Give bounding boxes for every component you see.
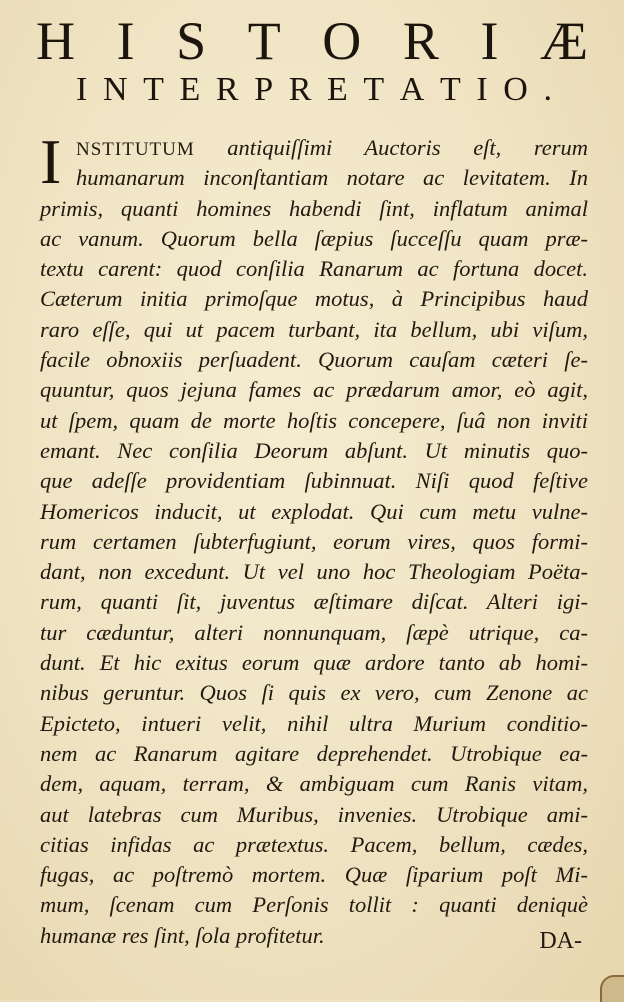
subtitle-letter: . <box>543 71 552 108</box>
text-line: emant. Nec conſilia Deorum abſunt. Ut minutis quo- <box>40 437 588 463</box>
text-line: Cæterum initia primoſque motus, à Principibus haud <box>40 286 588 312</box>
body-text <box>40 126 588 951</box>
title-letter: I <box>480 11 499 71</box>
subtitle-letter: A <box>399 71 425 108</box>
subtitle-letter: P <box>254 71 274 108</box>
title-letter: H <box>36 11 75 71</box>
text-line: nem ac Ranarum agitare deprehendet. Utrobique ea- <box>40 740 588 766</box>
text-line: rum certamen ſubterfugiunt, eorum vires, quos formi- <box>40 528 588 554</box>
title-letter: I <box>116 11 135 71</box>
text-line: Epicteto, intueri velit, nihil ultra Murium conditio- <box>40 710 588 736</box>
first-word: NSTITUTUM <box>76 139 195 160</box>
drop-cap: I <box>40 126 62 197</box>
subtitle-letter: I <box>76 71 88 108</box>
page-title <box>36 10 588 72</box>
catchword: DA- <box>539 928 582 954</box>
text-line: humanæ res ſint, ſola profitetur. <box>40 922 325 948</box>
title-letter: S <box>176 11 207 71</box>
page-subtitle <box>76 68 552 112</box>
first-line-rest: antiquiſſimi Auctoris eſt, rerum <box>194 135 588 160</box>
text-line: mum, ſcenam cum Perſonis tollit : quanti deniquè <box>40 892 588 918</box>
title-letter: Æ <box>539 11 588 71</box>
text-line: quuntur, quos jejuna fames ac prædarum amor, eò agit, <box>40 377 588 403</box>
page-corner-edge <box>600 975 624 1002</box>
subtitle-letter: O <box>503 71 528 108</box>
text-line: textu carent: quod conſilia Ranarum ac fortuna docet. <box>40 256 588 282</box>
text-line: primis, quanti homines habendi ſint, inflatum animal <box>40 195 588 221</box>
text-line: raro eſſe, qui ut pacem turbant, ita bellum, ubi viſum, <box>40 316 588 342</box>
subtitle-letter: T <box>363 71 385 108</box>
title-letter: O <box>322 11 362 71</box>
text-line: ac vanum. Quorum bella ſæpius ſucceſſu quam præ- <box>40 225 588 251</box>
text-line: aut latebras cum Muribus, invenies. Utrobique ami- <box>40 801 588 827</box>
title-letter: T <box>247 11 281 71</box>
text-line: ut ſpem, quam de morte hoſtis concepere, ſuâ non inviti <box>40 407 588 433</box>
text-line: humanarum inconſtantiam notare ac levitatem. In <box>76 165 588 191</box>
text-line: citias infidas ac prætextus. Pacem, bellum, cædes, <box>40 831 588 857</box>
text-line: nibus geruntur. Quos ſi quis ex vero, cum Zenone ac <box>40 680 588 706</box>
text-line: fugas, ac poſtremò mortem. Quæ ſiparium poſt Mi- <box>40 862 588 888</box>
text-line: que adeſſe providentiam ſubinnuat. Niſi quod feſtive <box>40 468 588 494</box>
subtitle-letter: T <box>439 71 461 108</box>
subtitle-letter: E <box>327 71 348 108</box>
text-line: dem, aquam, terram, & ambiguam cum Ranis vitam, <box>40 771 588 797</box>
title-letter: R <box>402 11 439 71</box>
text-line: tur cæduntur, alteri nonnunquam, ſæpè utrique, ca- <box>40 619 588 645</box>
text-line: facile obnoxiis perſuadent. Quorum cauſam cæteri ſe- <box>40 347 588 373</box>
subtitle-letter: E <box>179 71 201 108</box>
text-line: Homericos inducit, ut explodat. Qui cum metu vulne- <box>40 498 588 524</box>
subtitle-letter: T <box>143 71 164 108</box>
subtitle-letter: R <box>215 71 239 108</box>
subtitle-letter: R <box>288 71 312 108</box>
subtitle-letter: I <box>476 71 488 108</box>
text-line: dant, non excedunt. Ut vel uno hoc Theologiam Poëta- <box>40 559 588 585</box>
text-line <box>40 133 588 163</box>
subtitle-letter: N <box>102 71 128 108</box>
text-line: rum, quanti ſit, juventus æſtimare diſcat. Alteri igi- <box>40 589 588 615</box>
text-line: dunt. Et hic exitus eorum quæ ardore tanto ab homi- <box>40 650 588 676</box>
